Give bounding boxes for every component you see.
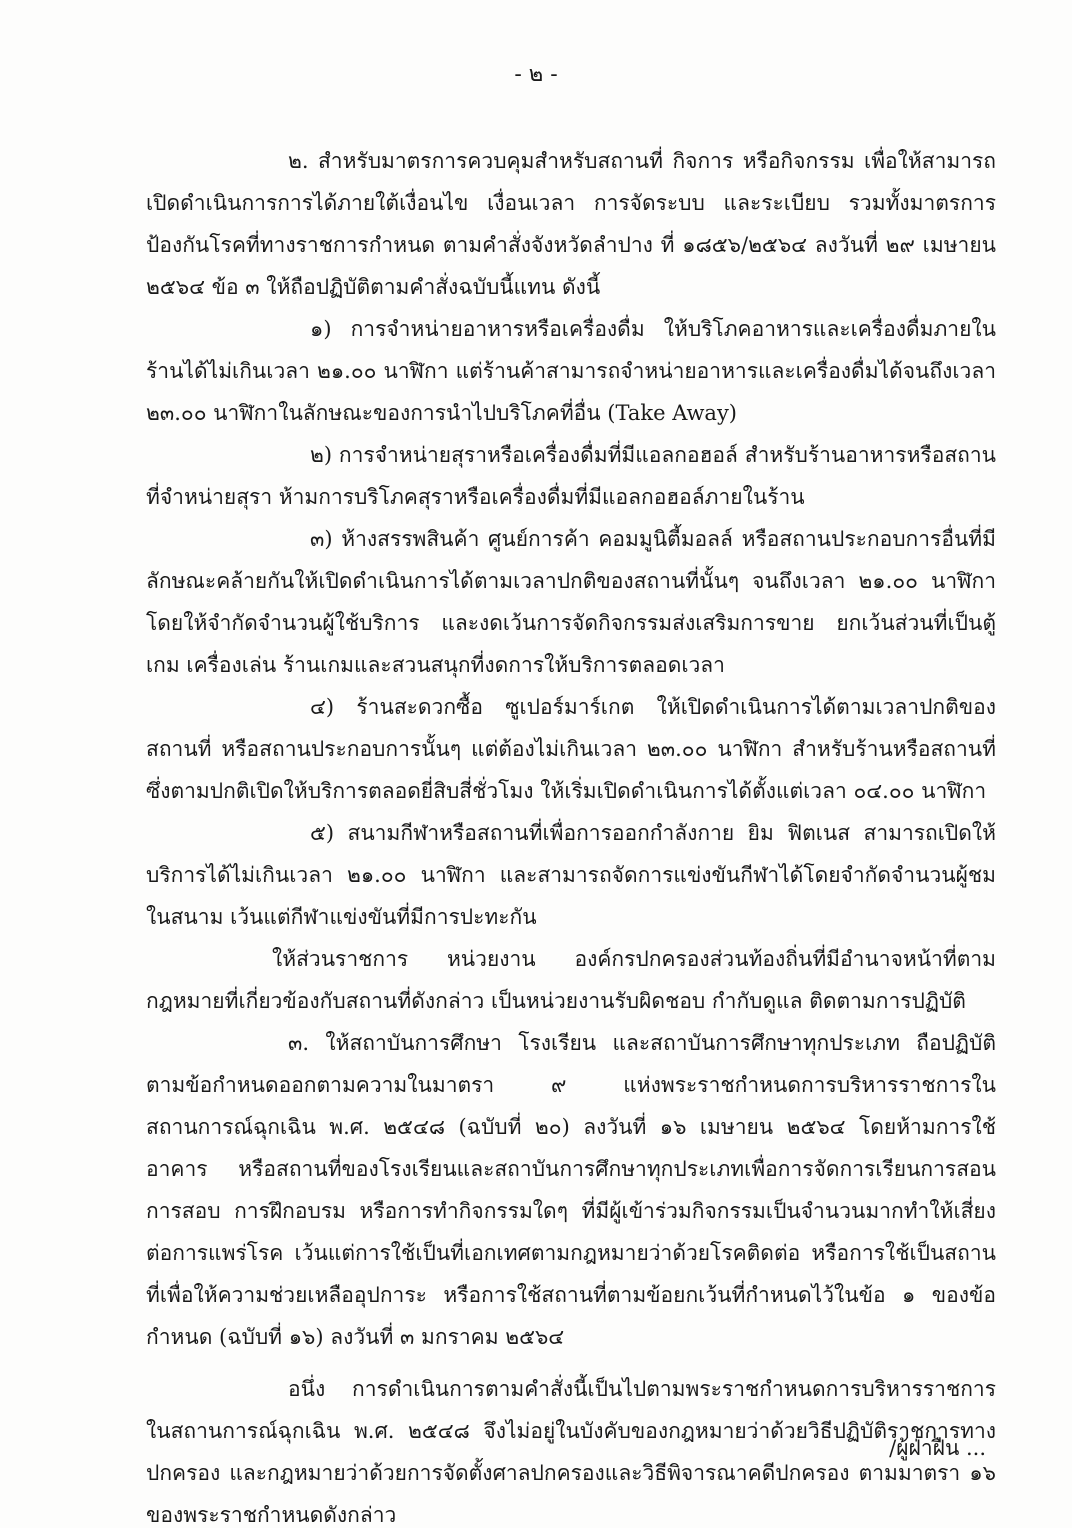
paragraph-item-2: ๒) การจำหน่ายสุราหรือเครื่องดื่มที่มีแอลกอฮอล์ สำหรับร้านอาหารหรือสถานที่จำหน่ายสุรา ห้ามการบริโภคสุราหรือเครื่องดื่มที่มีแอลกอฮอล์ภายในร้าน xyxy=(146,443,996,509)
paragraph-item-5: ๕) สนามกีฬาหรือสถานที่เพื่อการออกกำลังกาย ยิม ฟิตเนส สามารถเปิดให้บริการได้ไม่เกินเวลา ๒๑.๐๐ นาฬิกา และสามารถจัดการแข่งขันกีฬาได้โดยจำกัดจำนวนผู้ชมในสนาม เว้นแต่กีฬาแข่งขันที่มีการปะทะกัน xyxy=(146,821,996,929)
paragraph-section-3: ๓. ให้สถาบันการศึกษา โรงเรียน และสถาบันการศึกษาทุกประเภท ถือปฏิบัติตามข้อกำหนดออกตามความในมาตรา ๙ แห่งพระราชกำหนดการบริหารราชการในสถานการณ์ฉุกเฉิน พ.ศ. ๒๕๔๘ (ฉบับที่ ๒๐) ลงวันที่ ๑๖ เมษายน ๒๕๖๔ โดยห้ามการใช้อาคาร หรือสถานที่ของโรงเรียนและสถาบันการศึกษาทุกประเภทเพื่อการจัดการเรียนการสอน การสอบ การฝึกอบรม หรือการทำกิจกรรมใดๆ ที่มีผู้เข้าร่วมกิจกรรมเป็นจำนวนมากทำให้เสี่ยงต่อการแพร่โรค เว้นแต่การใช้เป็นที่เอกเทศตามกฎหมายว่าด้วยโรคติดต่อ หรือการใช้เป็นสถานที่เพื่อให้ความช่วยเหลืออุปการะ หรือการใช้สถานที่ตามข้อยกเว้นที่กำหนดไว้ในข้อ ๑ ของข้อกำหนด (ฉบับที่ ๑๖) ลงวันที่ ๓ มกราคม ๒๕๖๔ xyxy=(146,1031,996,1349)
paragraph-legal-note: อนึ่ง การดำเนินการตามคำสั่งนี้เป็นไปตามพระราชกำหนดการบริหารราชการในสถานการณ์ฉุกเฉิน พ.ศ. ๒๕๔๘ จึงไม่อยู่ในบังคับของกฎหมายว่าด้วยวิธีปฏิบัติราชการทางปกครอง และกฎหมายว่าด้วยการจัดตั้งศาลปกครองและวิธีพิจารณาคดีปกครอง ตามมาตรา ๑๖ ของพระราชกำหนดดังกล่าว xyxy=(146,1377,996,1527)
paragraph-item-4: ๔) ร้านสะดวกซื้อ ซูเปอร์มาร์เกต ให้เปิดดำเนินการได้ตามเวลาปกติของสถานที่ หรือสถานประกอบการนั้นๆ แต่ต้องไม่เกินเวลา ๒๓.๐๐ นาฬิกา สำหรับร้านหรือสถานที่ ซึ่งตามปกติเปิดให้บริการตลอดยี่สิบสี่ชั่วโมง ให้เริ่มเปิดดำเนินการได้ตั้งแต่เวลา ๐๔.๐๐ นาฬิกา xyxy=(146,695,996,803)
paragraph-item-3: ๓) ห้างสรรพสินค้า ศูนย์การค้า คอมมูนิตี้มอลล์ หรือสถานประกอบการอื่นที่มีลักษณะคล้ายกันให้เปิดดำเนินการได้ตามเวลาปกติของสถานที่นั้นๆ จนถึงเวลา ๒๑.๐๐ นาฬิกา โดยให้จำกัดจำนวนผู้ใช้บริการ และงดเว้นการจัดกิจกรรมส่งเสริมการขาย ยกเว้นส่วนที่เป็นตู้เกม เครื่องเล่น ร้านเกมและสวนสนุกที่งดการให้บริการตลอดเวลา xyxy=(146,527,996,677)
paragraph-responsibility: ให้ส่วนราชการ หน่วยงาน องค์กรปกครองส่วนท้องถิ่นที่มีอำนาจหน้าที่ตามกฎหมายที่เกี่ยวข้องกับสถานที่ดังกล่าว เป็นหน่วยงานรับผิดชอบ กำกับดูแล ติดตามการปฏิบัติ xyxy=(146,947,996,1013)
paragraph-item-1: ๑) การจำหน่ายอาหารหรือเครื่องดื่ม ให้บริโภคอาหารและเครื่องดื่มภายในร้านได้ไม่เกินเวลา ๒๑.๐๐ นาฬิกา แต่ร้านค้าสามารถจำหน่ายอาหารและเครื่องดื่มได้จนถึงเวลา ๒๓.๐๐ นาฬิกาในลักษณะของการนำไปบริโภคที่อื่น (Take Away) xyxy=(146,317,996,425)
document-body xyxy=(146,140,996,1536)
page-number: - ๒ - xyxy=(514,62,558,87)
paragraph-section-2: ๒. สำหรับมาตรการควบคุมสำหรับสถานที่ กิจการ หรือกิจกรรม เพื่อให้สามารถเปิดดำเนินการการได้ภายใต้เงื่อนไข เงื่อนเวลา การจัดระบบ และระเบียบ รวมทั้งมาตรการป้องกันโรคที่ทางราชการกำหนด ตามคำสั่งจังหวัดลำปาง ที่ ๑๘๕๖/๒๕๖๔ ลงวันที่ ๒๙ เมษายน ๒๕๖๔ ข้อ ๓ ให้ถือปฏิบัติตามคำสั่งฉบับนี้แทน ดังนี้ xyxy=(146,149,996,299)
continuation-marker: /ผู้ฝ่าฝืน ... xyxy=(889,1436,986,1460)
